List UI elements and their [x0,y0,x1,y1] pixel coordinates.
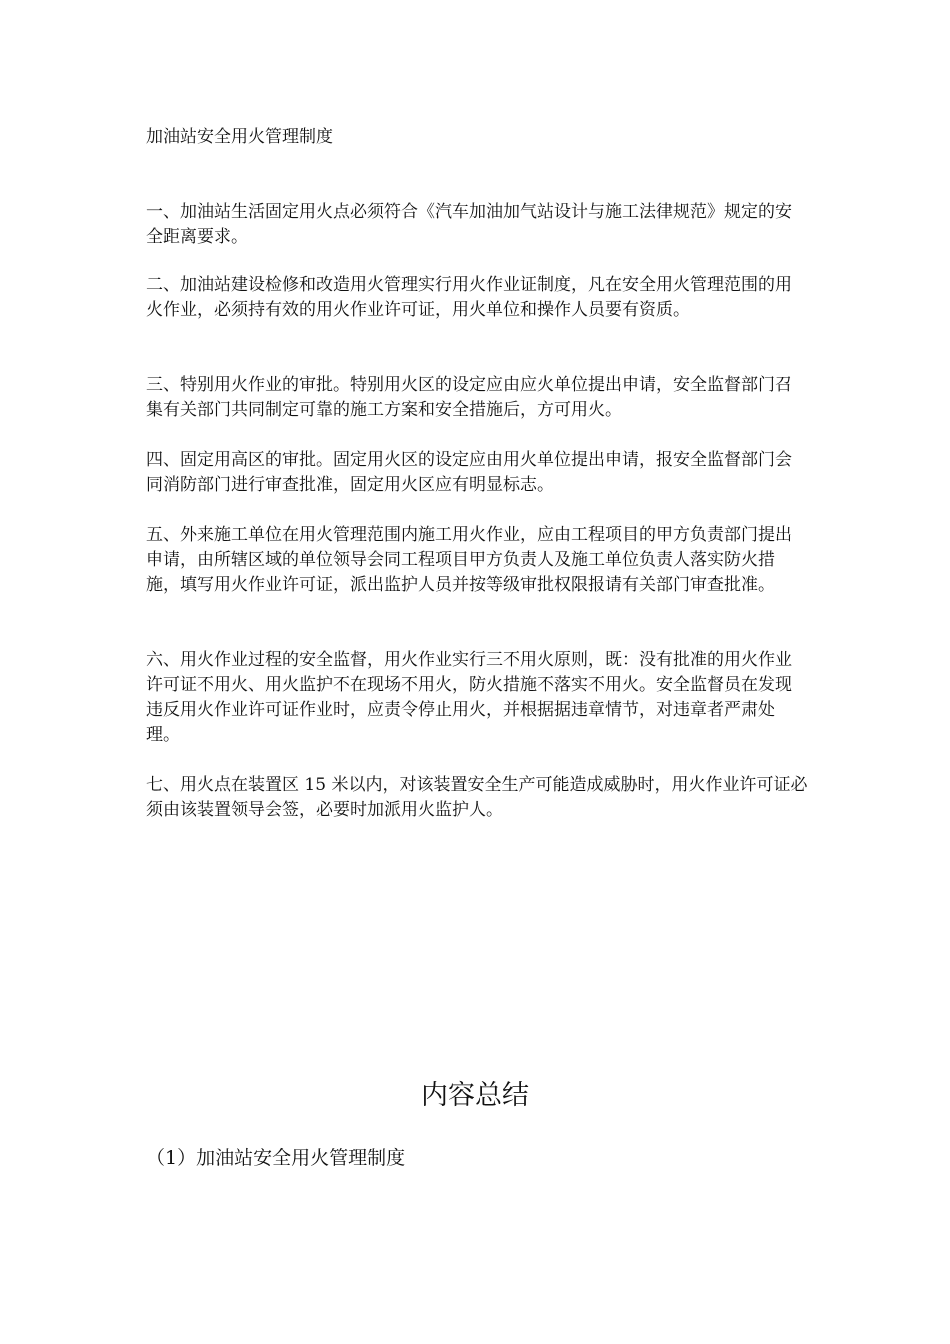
summary-heading: 内容总结 [421,1080,529,1111]
paragraph-4: 四、固定用高区的审批。固定用火区的设定应由用火单位提出申请，报安全监督部门会同消防部门进行审查批准，固定用火区应有明显标志。 [146,450,792,495]
paragraph-5: 五、外来施工单位在用火管理范围内施工用火作业，应由工程项目的甲方负责部门提出申请，由所辖区域的单位领导会同工程项目甲方负责人及施工单位负责人落实防火措施，填写用火作业许可证，派出监护人员并按等级审批权限报请有关部门审查批准。 [146,525,792,595]
paragraph-2: 二、加油站建设检修和改造用火管理实行用火作业证制度，凡在安全用火管理范围的用火作业，必须持有效的用火作业许可证，用火单位和操作人员要有资质。 [146,275,792,320]
paragraph-6: 六、用火作业过程的安全监督，用火作业实行三不用火原则，既：没有批准的用火作业许可证不用火、用火监护不在现场不用火，防火措施不落实不用火。安全监督员在发现违反用火作业许可证作业时，应责令停止用火，并根据据违章情节，对违章者严肃处理。 [146,650,792,745]
paragraph-3: 三、特别用火作业的审批。特别用火区的设定应由应火单位提出申请，安全监督部门召集有关部门共同制定可靠的施工方案和安全措施后，方可用火。 [146,375,792,420]
paragraph-7: 七、用火点在装置区 15 米以内，对该装置安全生产可能造成威胁时，用火作业许可证必须由该装置领导会签，必要时加派用火监护人。 [146,775,808,820]
summary-item: （1）加油站安全用火管理制度 [146,1147,406,1169]
paragraph-1: 一、加油站生活固定用火点必须符合《汽车加油加气站设计与施工法律规范》规定的安全距离要求。 [146,202,792,247]
document-title: 加油站安全用火管理制度 [146,127,333,147]
